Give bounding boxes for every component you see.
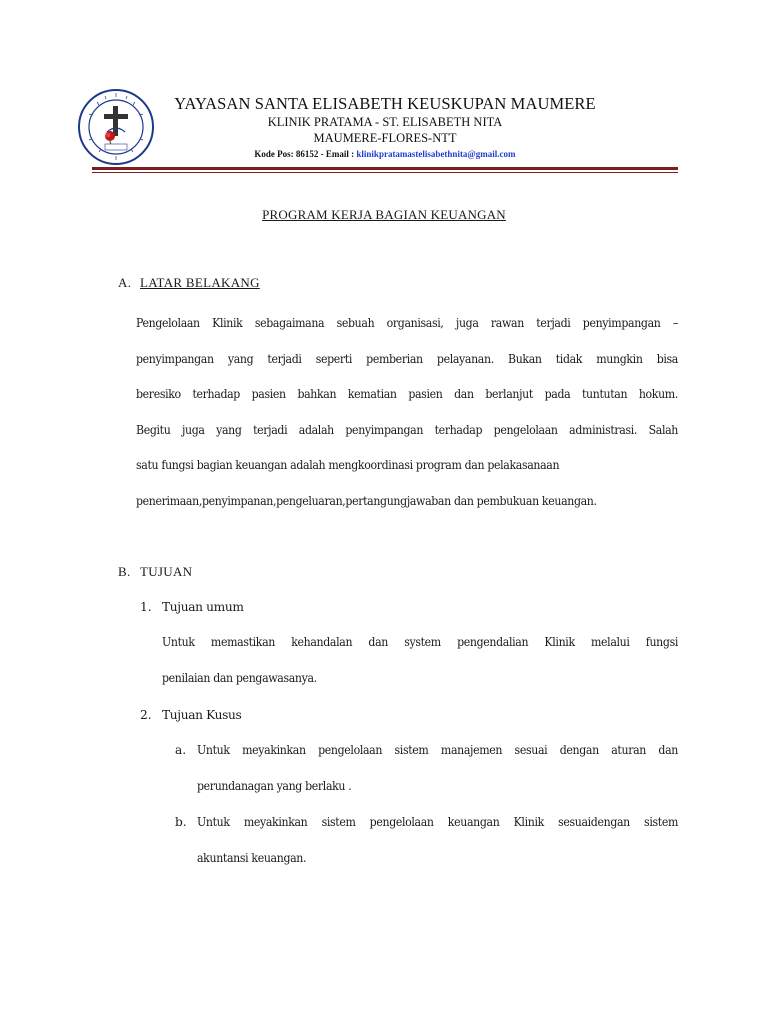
paragraph-line: Pengelolaan Klinik sebagaimana sebuah organisasi, juga rawan terjadi penyimpangan – — [136, 316, 678, 330]
item-1-number: 1. — [140, 600, 152, 614]
paragraph-line: beresiko terhadap pasien bahkan kematian pasien dan berlanjut pada tuntutan hokum. — [136, 387, 678, 401]
header-divider-thick — [92, 167, 678, 170]
section-a-letter: A. — [118, 275, 132, 290]
item-1-label: Tujuan umum — [162, 600, 244, 614]
foundation-name: YAYASAN SANTA ELISABETH KEUSKUPAN MAUMERE — [174, 94, 596, 113]
paragraph-line: Untuk memastikan kehandalan dan system pengendalian Klinik melalui fungsi — [162, 635, 678, 649]
sub-item-b-paragraph — [197, 805, 678, 876]
clinic-location: MAUMERE-FLORES-NTT — [313, 131, 457, 145]
contact-prefix: Kode Pos: 86152 - Email : — [254, 149, 357, 159]
document-title: PROGRAM KERJA BAGIAN KEUANGAN — [262, 207, 506, 222]
item-2-number: 2. — [140, 708, 152, 722]
paragraph-line: akuntansi keuangan. — [197, 850, 307, 865]
section-a-paragraph — [136, 306, 678, 519]
item-1-paragraph — [162, 625, 678, 696]
header-divider-thin — [92, 172, 678, 173]
clinic-name: KLINIK PRATAMA - ST. ELISABETH NITA — [267, 115, 503, 129]
section-a-heading — [118, 275, 260, 291]
paragraph-line: penerimaan,penyimpanan,pengeluaran,pertangungjawaban dan pembukuan keuangan. — [136, 493, 597, 508]
item-2-label: Tujuan Kusus — [162, 708, 242, 722]
section-b-heading — [118, 564, 192, 580]
contact-line — [160, 149, 610, 159]
section-b-letter: B. — [118, 564, 131, 579]
sub-item-a-letter: a. — [175, 743, 187, 757]
email-link[interactable]: klinikpratamastelisabethnita@gmail.com — [356, 149, 516, 159]
paragraph-line: Untuk meyakinkan sistem pengelolaan keuangan Klinik sesuaidengan sistem — [197, 815, 678, 829]
paragraph-line: Begitu juga yang terjadi adalah penyimpangan terhadap pengelolaan administrasi. Salah — [136, 422, 678, 437]
paragraph-line: Untuk meyakinkan pengelolaan sistem manajemen sesuai dengan aturan dan — [197, 743, 678, 757]
sub-item-b-letter: b. — [175, 815, 187, 829]
section-a-title: LATAR BELAKANG — [140, 275, 260, 290]
paragraph-line: satu fungsi bagian keuangan adalah mengkoordinasi program dan pelakasanaan — [136, 458, 560, 472]
clinic-logo-icon — [77, 88, 155, 166]
paragraph-line: penyimpangan yang terjadi seperti pemberian pelayanan. Bukan tidak mungkin bisa — [136, 351, 678, 366]
sub-item-a-paragraph — [197, 733, 678, 804]
paragraph-line: penilaian dan pengawasanya. — [162, 670, 317, 685]
section-b-title: TUJUAN — [140, 564, 193, 579]
paragraph-line: perundanagan yang berlaku . — [197, 778, 352, 793]
